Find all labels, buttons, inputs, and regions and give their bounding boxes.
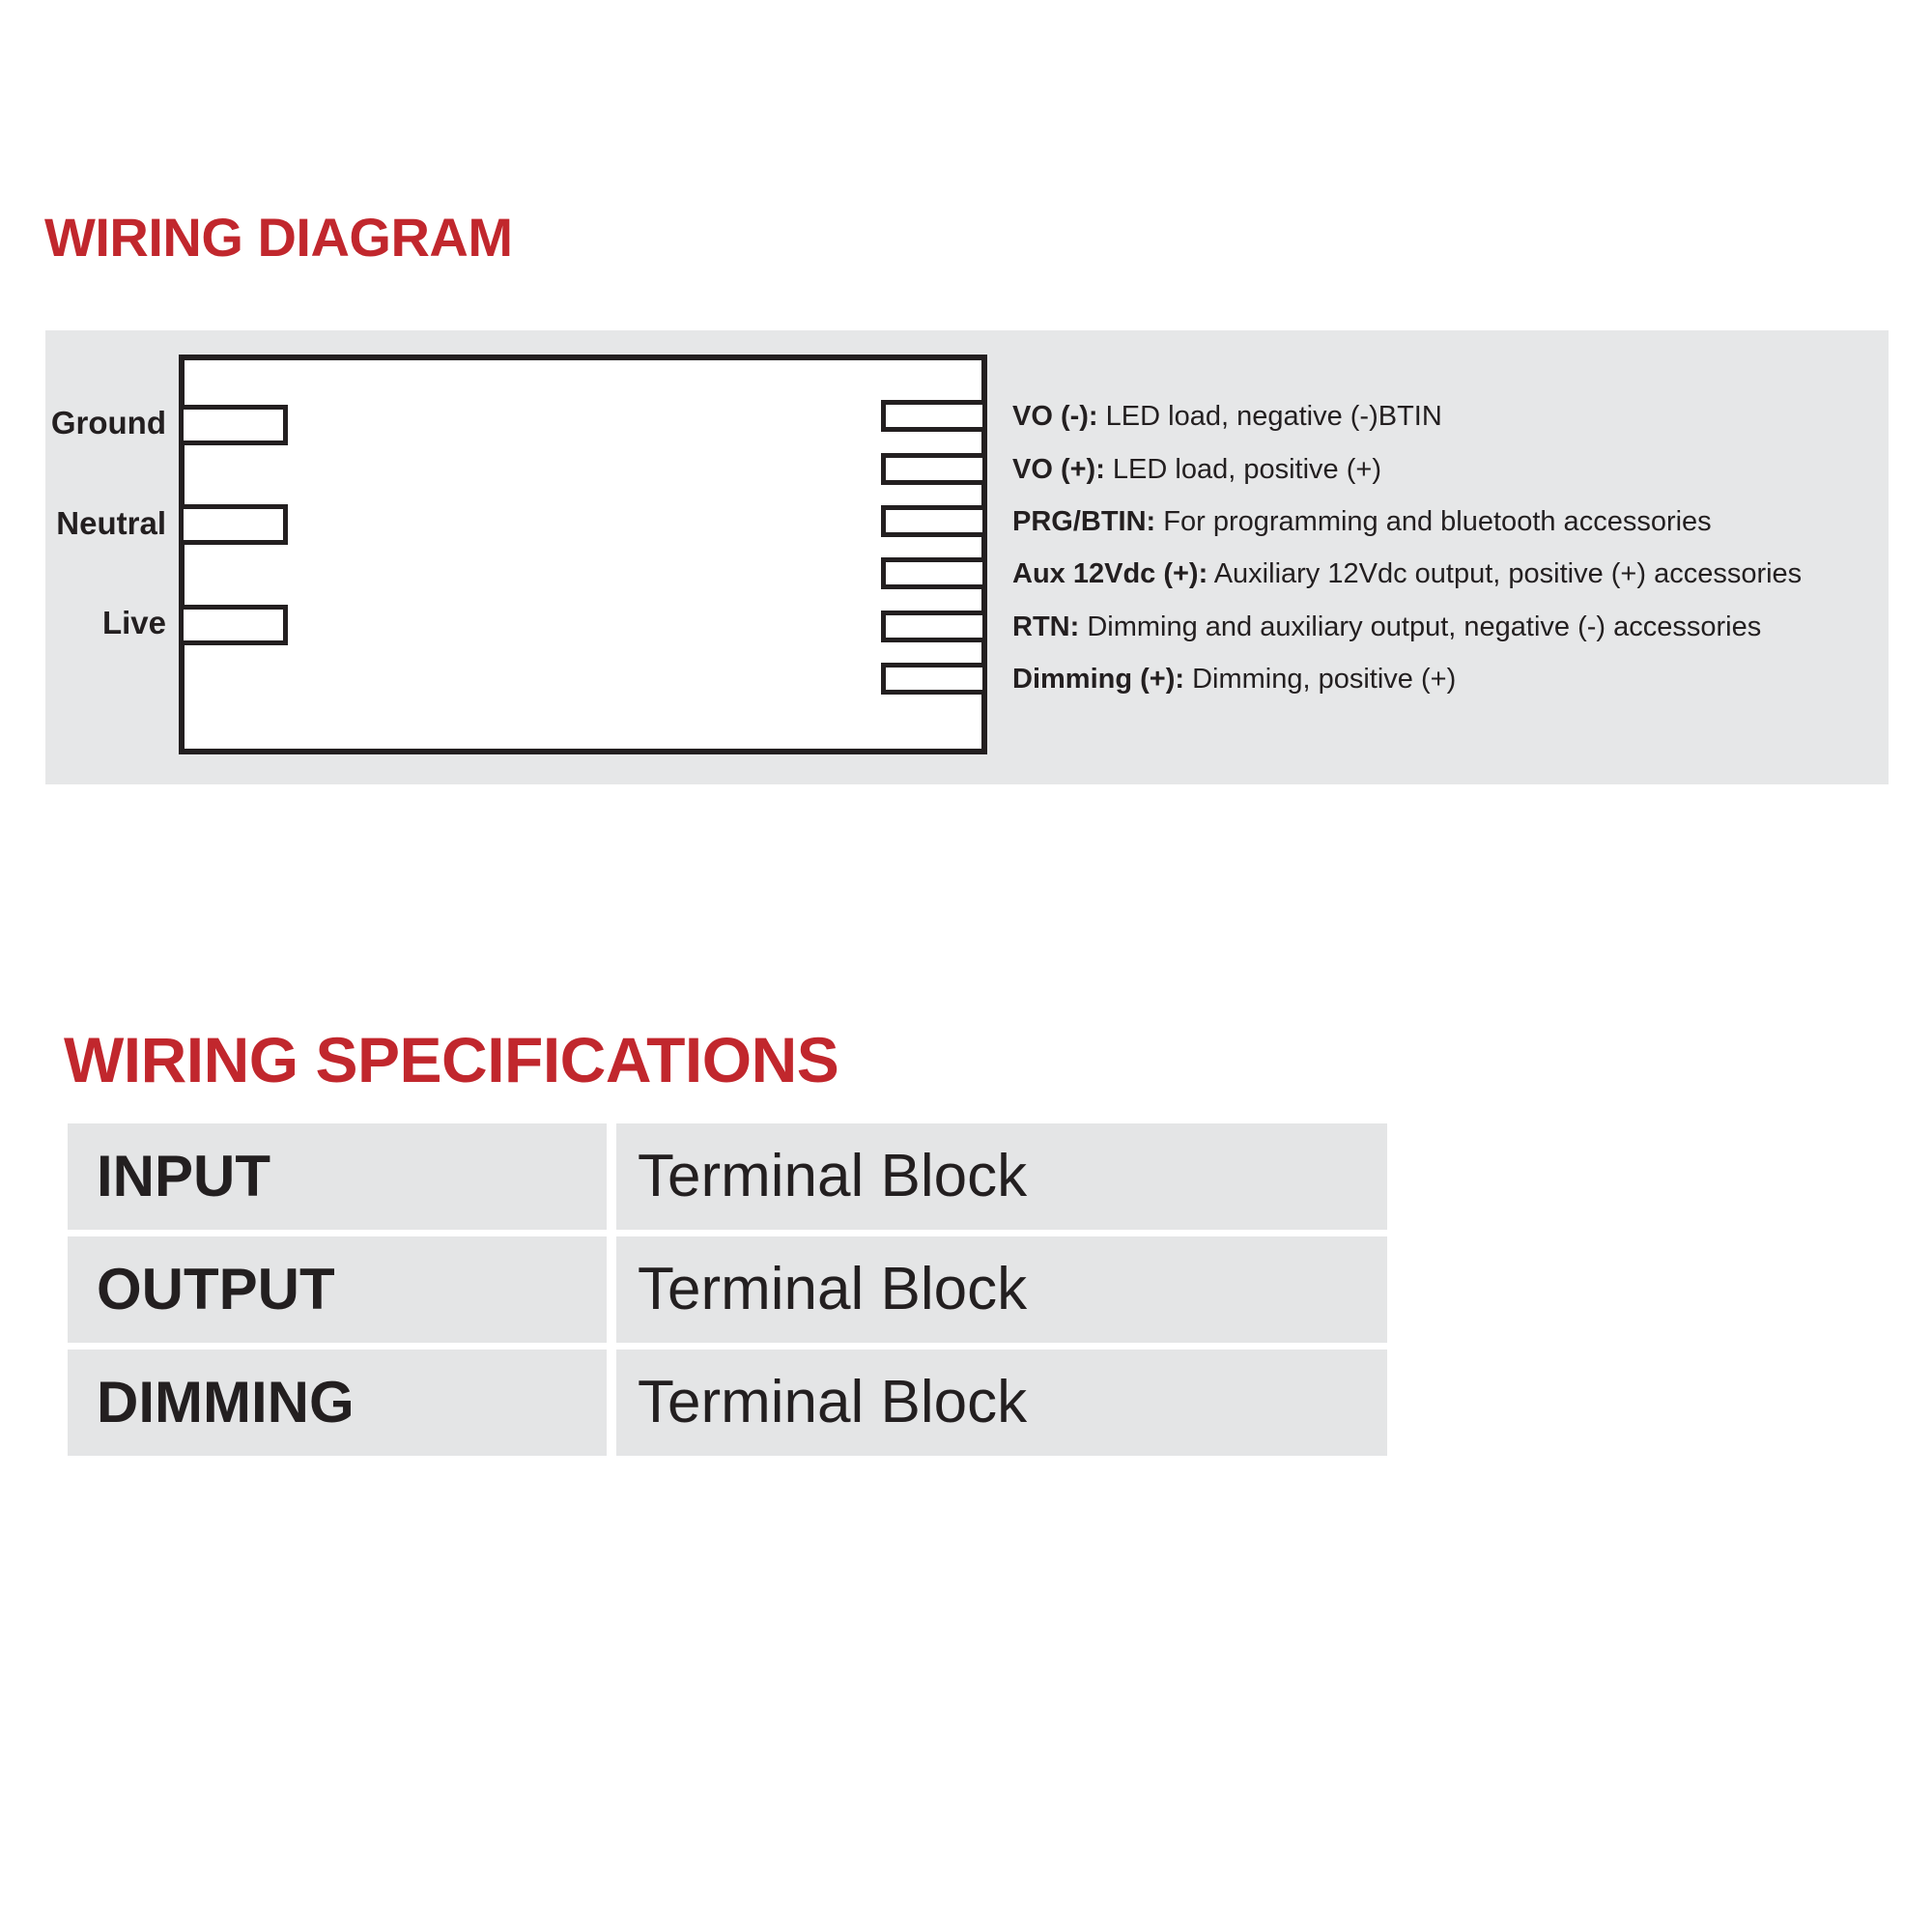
aux-12vdc-terminal-rect — [881, 557, 987, 589]
vo-minus-terminal-rect — [881, 400, 987, 432]
input-label-ground: Ground — [50, 405, 166, 440]
spec-value-input: Terminal Block — [616, 1123, 1387, 1230]
live-terminal-rect — [179, 605, 288, 645]
vo-plus-term-name: VO (+): — [1012, 454, 1105, 485]
rtn-term-desc: Dimming and auxiliary output, negative (-) accessories — [1079, 611, 1762, 642]
dimming-term-name: Dimming (+): — [1012, 664, 1185, 695]
spec-value-dimming: Terminal Block — [616, 1350, 1387, 1456]
ground-terminal-rect — [179, 405, 288, 445]
led-driver-outline — [179, 355, 987, 754]
spec-value-output: Terminal Block — [616, 1236, 1387, 1343]
dimming-terminal-rect — [881, 663, 987, 695]
vo-plus-term-desc: LED load, positive (+) — [1104, 454, 1381, 485]
wiring-diagram-panel — [45, 330, 1889, 784]
wiring-specifications-table — [68, 1123, 1387, 1456]
vo-plus-terminal-rect — [881, 453, 987, 485]
table-row-output — [68, 1236, 1387, 1343]
prg-btin-term-desc: For programming and bluetooth accessories — [1155, 506, 1712, 537]
output-label-vo-minus — [1012, 397, 1442, 436]
spec-name-dimming: DIMMING — [68, 1350, 607, 1456]
spec-name-input: INPUT — [68, 1123, 607, 1230]
wiring-specifications-heading: WIRING SPECIFICATIONS — [64, 1024, 839, 1095]
vo-minus-term-desc: LED load, negative (-)BTIN — [1097, 401, 1442, 432]
output-label-vo-plus — [1012, 450, 1381, 489]
aux-12vdc-term-name: Aux 12Vdc (+): — [1012, 558, 1208, 589]
dimming-term-desc: Dimming, positive (+) — [1184, 664, 1457, 695]
output-label-rtn — [1012, 608, 1761, 646]
input-label-neutral: Neutral — [56, 505, 166, 541]
rtn-terminal-rect — [881, 611, 987, 642]
rtn-term-name: RTN: — [1012, 611, 1080, 642]
spec-name-output: OUTPUT — [68, 1236, 607, 1343]
table-row-input — [68, 1123, 1387, 1230]
wiring-diagram-heading: WIRING DIAGRAM — [44, 207, 513, 268]
neutral-terminal-rect — [179, 504, 288, 545]
vo-minus-term-name: VO (-): — [1012, 401, 1098, 432]
prg-btin-terminal-rect — [881, 505, 987, 537]
output-label-prg-btin — [1012, 502, 1712, 541]
aux-12vdc-term-desc: Auxiliary 12Vdc output, positive (+) accessories — [1208, 558, 1803, 589]
input-label-live: Live — [101, 605, 166, 640]
output-label-aux-12vdc — [1012, 554, 1802, 593]
table-row-dimming — [68, 1350, 1387, 1456]
output-label-dimming — [1012, 660, 1456, 698]
prg-btin-term-name: PRG/BTIN: — [1012, 506, 1156, 537]
